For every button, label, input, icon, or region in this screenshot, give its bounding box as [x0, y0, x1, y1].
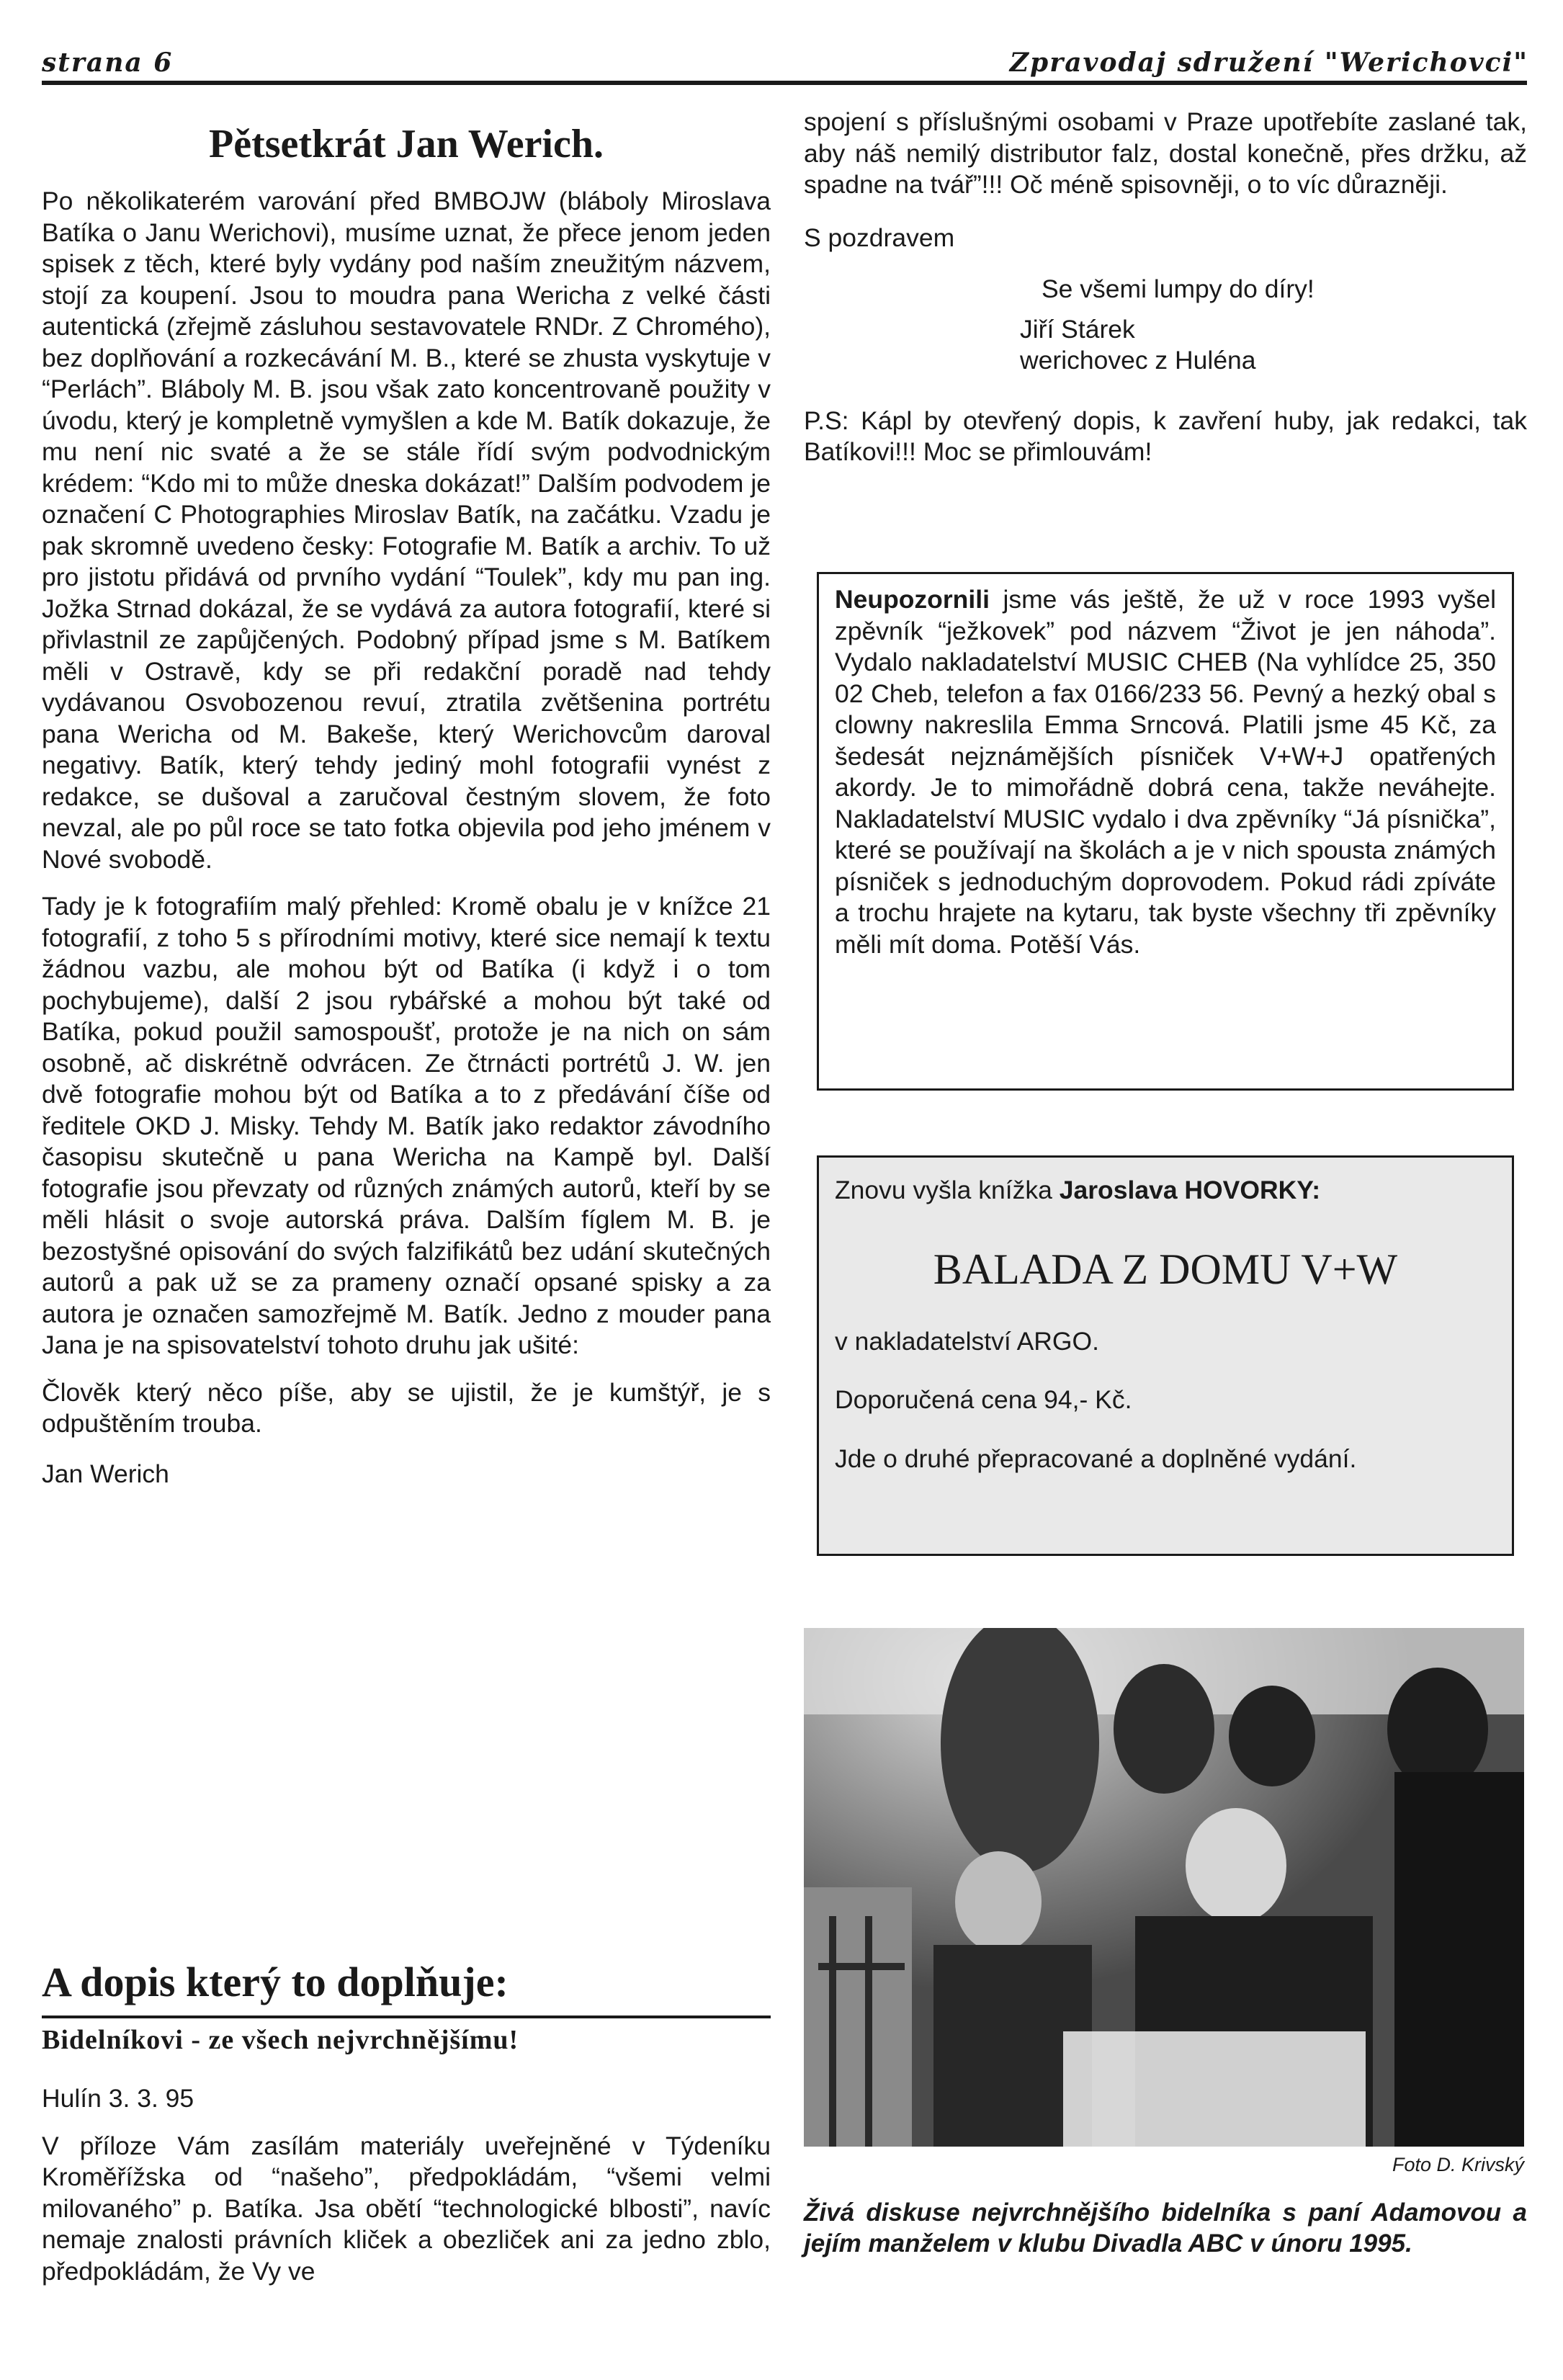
book-edition-note: Jde o druhé přepracované a doplněné vydání. — [835, 1444, 1357, 1473]
letter-postscript: P.S: Kápl by otevřený dopis, k zavření huby, jak redakci, tak Batíkovi!!! Moc se přimlouvám! — [804, 406, 1527, 466]
letter-author-name: Jiří Stárek — [1020, 314, 1135, 344]
notice-text: Neupozornili jsme vás ještě, že už v roce 1993 vyšel zpěvník “ježkovek” pod názvem “Život je jen náhoda”. Vydalo nakladatelství MUSIC CHEB (Na vyhlídce 25, 350 02 Cheb, telefon a fax 0166/233 56. Pevný a hezký obal s clowny nakreslila Emma Srncová. Platili jsme 45 Kč, za šedesát nejznámějších písniček V+W+J opatřených akordy. Je to mimořádně dobrá cena, takže neváhejte. Nakladatelství MUSIC vydalo i dva zpěvníky “Já písnička”, které se používají na školách a je v nich spousta známých písniček s jednoduchým doprovodem. Pokud rádi zpíváte a trochu hrajete na kytaru, tak byste všechny tři zpěvníky měli mít doma. Potěší Vás. — [835, 585, 1496, 959]
title-rule — [42, 2016, 771, 2018]
book-ad-box — [817, 1155, 1514, 1556]
letter-place-date: Hulín 3. 3. 95 — [42, 2084, 194, 2113]
letter-greeting: S pozdravem — [804, 223, 955, 252]
book-ad-author: Jaroslava HOVORKY: — [1059, 1176, 1321, 1204]
letter-body-right — [804, 107, 1527, 468]
paragraph: Po několikaterém varování před BMBOJW (bláboly Miroslava Batíka o Janu Werichovi), musíme uznat, že přece jenom jeden spisek z těch, které byly vydány pod naším zneužitým názvem, stojí za koupení. Jsou to moudra pana Wericha z velké části autentická (zřejmě zásluhou sestavovatele RNDr. Z Chromého), bez doplňování a rozkecávání M. B., které se zhusta vyskytuje v “Perlách”. Bláboly M. B. jsou však zato koncentrovaně použity v úvodu, který je kompletně vymyšlen a kde M. Batík dokazuje, že mu není nic svaté a že se stále řídí svým podvodnickým krédem: “Kdo mi to může dneska dokázat!” Dalším podvodem je označení C Photographies Miroslav Batík, na začátku. Vzadu je pak skromně uvedeno česky: Fotografie M. Batík a archiv. To už pro jistotu přidává od prvního vydání “Toulek”, kdy mu pan ing. Jožka Strnad dokázal, že se vydává za autora fotografií, které si přivlastnil ze zapůjčených. Podobný případ jsme s M. Batíkem měli v Ostravě, kdy se při redakční poradě nad tehdy vydávanou Osvobozenou revuí, ztratila zvětšenina portrétu pana Wericha od M. Bakeše, který Werichovcům daroval negativy. Batík, který tehdy jediný mohl fotografii vynést z redakce, se dušoval a zaručoval čestným slovem, že foto nevzal, ale po půl roce se tato fotka objevila pod jeho jménem v Nové svobodě. — [42, 187, 771, 874]
newsletter-name: Zpravodaj sdružení "Werichovci" — [1009, 48, 1528, 78]
notice-box — [817, 572, 1514, 1091]
book-title: BALADA Z DOMU V+W — [933, 1245, 1398, 1293]
event-photo — [804, 1628, 1524, 2147]
book-ad-intro: Znovu vyšla knížka Jaroslava HOVORKY: — [835, 1176, 1321, 1204]
photo-caption: Živá diskuse nejvrchnějšího bidelníka s paní Adamovou a jejím manželem v klubu Divadla ABC v únoru 1995. — [804, 2198, 1527, 2258]
article-title: Pětsetkrát Jan Werich. — [209, 122, 604, 166]
book-publisher: v nakladatelství ARGO. — [835, 1326, 1099, 1356]
letter-closing: Se všemi lumpy do díry! — [1042, 274, 1315, 303]
letter-author-desc: werichovec z Huléna — [1020, 346, 1256, 375]
paragraph: V příloze Vám zasílám materiály uveřejněné v Týdeníku Kroměřížska od “našeho”, předpokládám, “všemi velmi milovaného” p. Batíka. Jsa obětí “technologické blbosti”, navíc nemaje znalosti právních kliček a obezliček ani za jedno zblo, předpokládám, že Vy ve — [42, 2131, 771, 2286]
article-body — [42, 186, 771, 1490]
article-signature: Jan Werich — [42, 1459, 169, 1488]
book-price: Doporučená cena 94,- Kč. — [835, 1385, 1132, 1414]
paragraph: spojení s příslušnými osobami v Praze upotřebíte zaslané tak, aby náš nemilý distributor falz, dostal konečně, přes držku, až spadne na tvář”!!! Oč méně spisovněji, o to víc důrazněji. — [804, 107, 1527, 199]
page-number: strana 6 — [42, 48, 174, 78]
paragraph: Tady je k fotografiím malý přehled: Kromě obalu je v knížce 21 fotografií, z toho 5 s přírodními motivy, které sice nemají k textu žádnou vazbu, ale mohou být od Batíka (i když i o tom pochybujeme), další 2 jsou rybářské a mohou být také od Batíka, pokud použil samospoušť, protože je na nich on sám osobně, ač diskrétně odvrácen. Ze čtrnácti portrétů J. W. jen dvě fotografie mohou být od Batíka a to z předávání číše od ředitele OKD J. Misky. Tehdy M. Batík jako redaktor závodního časopisu skutečně u pana Wericha na Kampě byl. Další fotografie jsou převzaty od různých známých autorů, kteří by se měli hlásit o svoje autorská práva. Dalším fíglem M. B. je bezostyšné opisování do svých falzifikátů bez udání skutečných autorů a pak už se za prameny označí opsané spisky a za autora je označen samozřejmě M. Batík. Jedno z mouder pana Jana je na spisovatelství tohoto druhu jak ušité: — [42, 892, 771, 1359]
header-rule — [42, 81, 1527, 85]
notice-lead: Neupozornili — [835, 585, 990, 614]
paragraph: Člověk který něco píše, aby se ujistil, že je kumštýř, je s odpuštěním trouba. — [42, 1377, 771, 1438]
photo-image — [804, 1628, 1524, 2147]
letter-title: A dopis který to doplňuje: — [42, 1959, 509, 2005]
letter-body-left — [42, 2083, 771, 2287]
photo-credit: Foto D. Krivský — [1392, 2154, 1524, 2175]
letter-subtitle: Bidelníkovi - ze všech nejvrchnějšímu! — [42, 2025, 519, 2055]
